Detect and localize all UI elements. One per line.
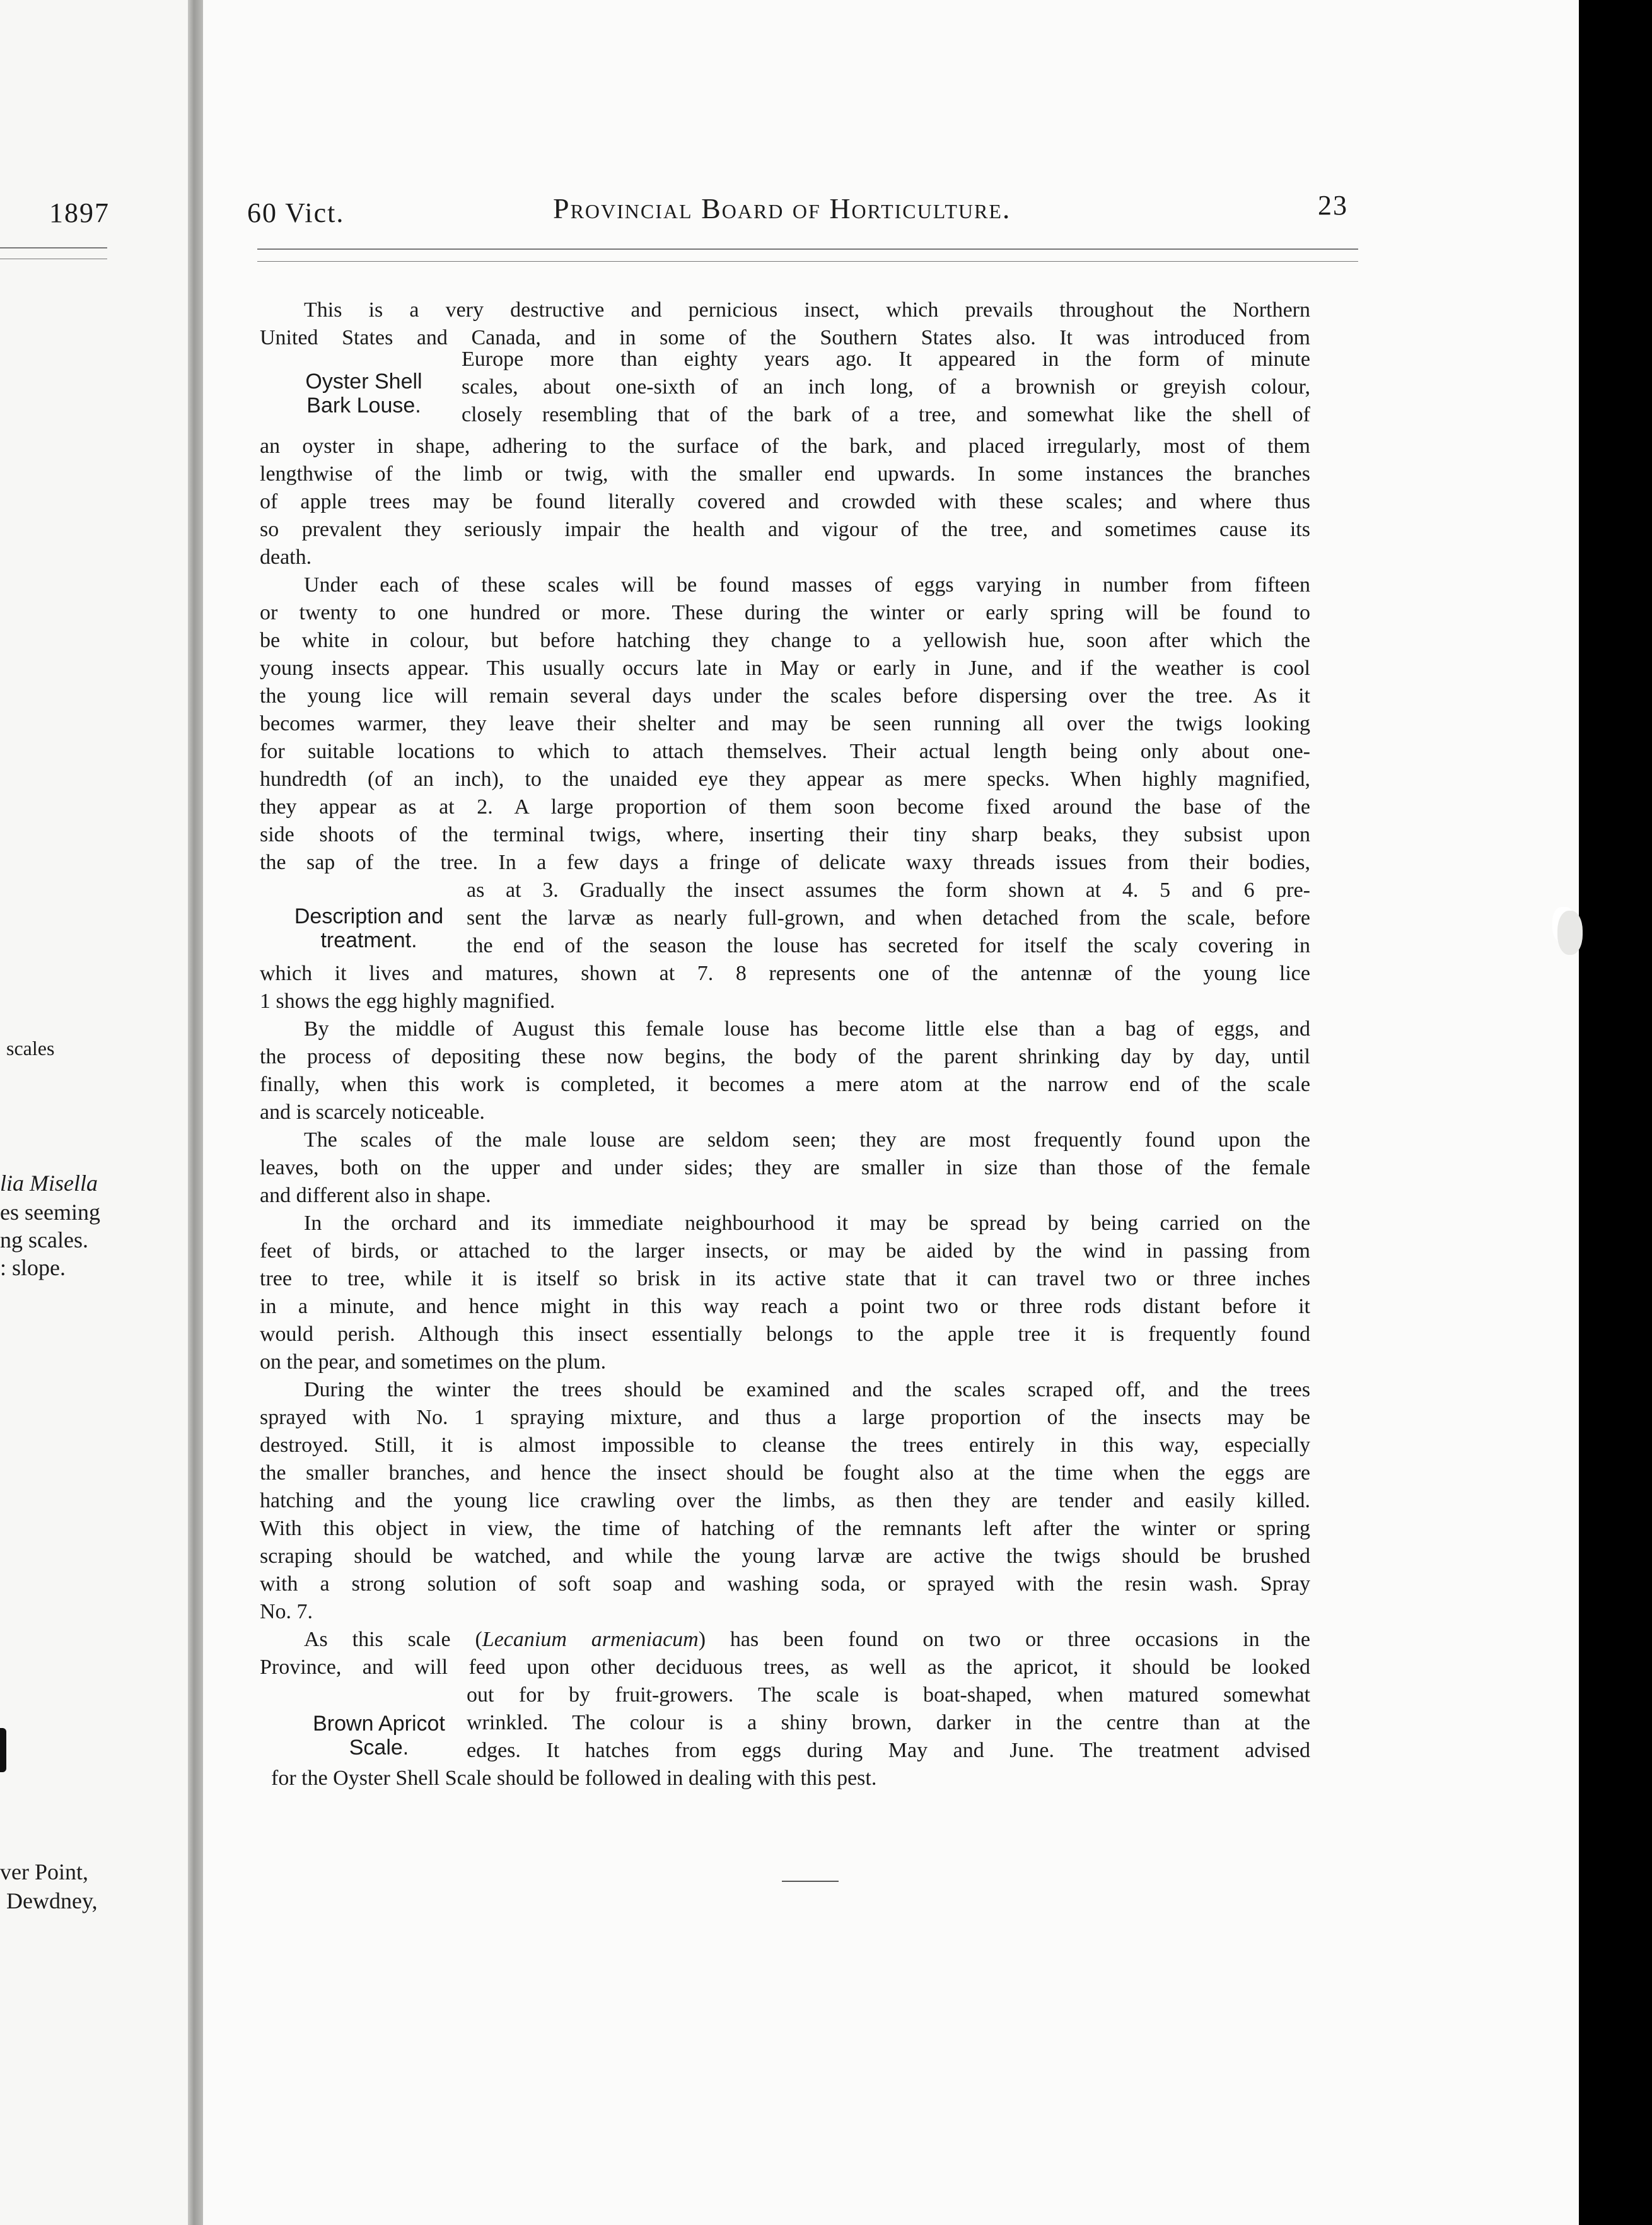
body-line: for suitable locations to which to attach themselves. Their actual length being only about one-: [260, 740, 1310, 763]
header-rule-top: [257, 248, 1358, 250]
body-line: feet of birds, or attached to the larger insects, or may be aided by the wind in passing from: [260, 1239, 1310, 1263]
body-line: 1 shows the egg highly magnified.: [260, 990, 556, 1013]
left-header-rule: [0, 247, 107, 248]
body-line: Province, and will feed upon other deciduous trees, as well as the apricot, it should be looked: [260, 1656, 1310, 1679]
body-line: No. 7.: [260, 1600, 313, 1623]
left-fragment-scales2: ng scales.: [0, 1227, 88, 1253]
body-line: By the middle of August this female louse has become little else than a bag of eggs, and: [304, 1017, 1310, 1041]
book-gutter: [188, 0, 203, 2225]
body-line: As this scale (Lecanium armeniacum) has been found on two or three occasions in the: [304, 1628, 1310, 1651]
body-line: becomes warmer, they leave their shelter and may be seen running all over the twigs looking: [260, 712, 1310, 735]
body-line: the smaller branches, and hence the insect should be fought also at the time when the eggs are: [260, 1461, 1310, 1485]
body-line: out for by fruit-growers. The scale is boat-shaped, when matured somewhat: [467, 1683, 1310, 1707]
body-line: death.: [260, 546, 312, 569]
species-name: Lecanium armeniacum: [482, 1628, 699, 1651]
body-line: so prevalent they seriously impair the health and vigour of the tree, and sometimes cause its: [260, 518, 1310, 541]
header-session: 60 Vict.: [247, 197, 345, 228]
left-fragment-scales: scales: [6, 1037, 55, 1060]
left-facing-page: [0, 0, 188, 2225]
body-line: of apple trees may be found literally covered and crowded with these scales; and where thus: [260, 490, 1310, 513]
left-fragment-slope: : slope.: [0, 1255, 66, 1280]
body-line: edges. It hatches from eggs during May and June. The treatment advised: [467, 1739, 1310, 1762]
left-fragment-seeming: es seeming: [0, 1200, 100, 1225]
body-line: and different also in shape.: [260, 1184, 491, 1207]
body-line: as at 3. Gradually the insect assumes the form shown at 4. 5 and 6 pre-: [467, 879, 1310, 902]
body-line: with a strong solution of soft soap and washing soda, or sprayed with the resin wash. Spray: [260, 1572, 1310, 1596]
side-note-oyster-line2: Bark Louse.: [306, 394, 421, 418]
body-line: leaves, both on the upper and under sides; they are smaller in size than those of the female: [260, 1156, 1310, 1179]
body-line: hatching and the young lice crawling over the limbs, as then they are tender and easily killed.: [260, 1489, 1310, 1512]
side-note-brown-line1: Brown Apricot: [313, 1712, 445, 1736]
body-line: the process of depositing these now begins, the body of the parent shrinking day by day, until: [260, 1045, 1310, 1068]
left-fragment-dewdney: Dewdney,: [6, 1888, 98, 1913]
right-page: [203, 0, 1579, 2225]
body-line: finally, when this work is completed, it becomes a mere atom at the narrow end of the scale: [260, 1073, 1310, 1096]
body-line: they appear as at 2. A large proportion of them soon become fixed around the base of the: [260, 795, 1310, 819]
left-fragment-misella: lia Misella: [0, 1171, 98, 1196]
body-line: Under each of these scales will be found masses of eggs varying in number from fifteen: [304, 573, 1310, 597]
body-line: an oyster in shape, adhering to the surface of the bark, and placed irregularly, most of them: [260, 435, 1310, 458]
header-page-number: 23: [1318, 190, 1348, 221]
body-line: With this object in view, the time of hatching of the remnants left after the winter or spring: [260, 1517, 1310, 1540]
body-line: wrinkled. The colour is a shiny brown, darker in the centre than at the: [467, 1711, 1310, 1734]
body-line: the sap of the tree. In a few days a fringe of delicate waxy threads issues from their bodies,: [260, 851, 1310, 874]
right-edge-blot: [1557, 911, 1583, 955]
body-line: hundredth (of an inch), to the unaided eye they appear as mere specks. When highly magnified,: [260, 768, 1310, 791]
body-line: scraping should be watched, and while the young larvæ are active the twigs should be brushed: [260, 1545, 1310, 1568]
body-line: the young lice will remain several days under the scales before dispersing over the tree. As it: [260, 684, 1310, 708]
body-line: for the Oyster Shell Scale should be followed in dealing with this pest.: [271, 1767, 877, 1790]
side-note-description-line2: treatment.: [320, 928, 417, 952]
side-note-brown-line2: Scale.: [349, 1736, 409, 1760]
body-line: the end of the season the louse has secreted for itself the scaly covering in: [467, 934, 1310, 957]
body-line: side shoots of the terminal twigs, where, inserting their tiny sharp beaks, they subsist upon: [260, 823, 1310, 846]
end-rule: [782, 1881, 839, 1882]
body-line: lengthwise of the limb or twig, with the smaller end upwards. In some instances the branches: [260, 462, 1310, 486]
body-line: closely resembling that of the bark of a tree, and somewhat like the shell of: [462, 403, 1310, 426]
body-line: destroyed. Still, it is almost impossible to cleanse the trees entirely in this way, especially: [260, 1434, 1310, 1457]
body-line: tree to tree, while it is itself so brisk in its active state that it can travel two or three inches: [260, 1267, 1310, 1290]
body-line: United States and Canada, and in some of the Southern States also. It was introduced from: [260, 326, 1310, 349]
left-page-year: 1897: [49, 197, 110, 228]
body-line: and is scarcely noticeable.: [260, 1101, 485, 1124]
left-fragment-point: ver Point,: [0, 1859, 88, 1884]
body-line: The scales of the male louse are seldom seen; they are most frequently found upon the: [304, 1128, 1310, 1152]
body-line: or twenty to one hundred or more. These during the winter or early spring will be found to: [260, 601, 1310, 624]
side-note-oyster-line1: Oyster Shell: [305, 370, 422, 394]
body-line: be white in colour, but before hatching they change to a yellowish hue, soon after which the: [260, 629, 1310, 652]
body-line: In the orchard and its immediate neighbourhood it may be spread by being carried on the: [304, 1212, 1310, 1235]
body-line: which it lives and matures, shown at 7. 8 represents one of the antennæ of the young lice: [260, 962, 1310, 985]
body-line: This is a very destructive and pernicious insect, which prevails throughout the Northern: [304, 298, 1310, 322]
side-note-brown-apricot: [288, 1712, 470, 1760]
body-line: Europe more than eighty years ago. It appeared in the form of minute: [462, 347, 1310, 371]
body-line: sprayed with No. 1 spraying mixture, and thus a large proportion of the insects may be: [260, 1406, 1310, 1429]
header-rule-bottom: [257, 261, 1358, 262]
body-line: sent the larvæ as nearly full-grown, and when detached from the scale, before: [467, 906, 1310, 930]
body-line: in a minute, and hence might in this way reach a point two or three rods distant before it: [260, 1295, 1310, 1318]
body-line: on the pear, and sometimes on the plum.: [260, 1350, 607, 1374]
body-line: scales, about one-sixth of an inch long, of a brownish or greyish colour,: [462, 375, 1310, 399]
left-margin-mark: [0, 1728, 6, 1772]
side-note-description-line1: Description and: [294, 904, 444, 928]
body-line: young insects appear. This usually occurs late in May or early in June, and if the weather is cool: [260, 657, 1310, 680]
body-line: would perish. Although this insect essentially belongs to the apple tree it is frequently found: [260, 1323, 1310, 1346]
side-note-description: [277, 904, 460, 952]
header-title: Provincial Board of Horticulture.: [553, 192, 1011, 225]
body-line: During the winter the trees should be examined and the scales scraped off, and the trees: [304, 1378, 1310, 1401]
side-note-oyster-shell: [285, 370, 443, 418]
